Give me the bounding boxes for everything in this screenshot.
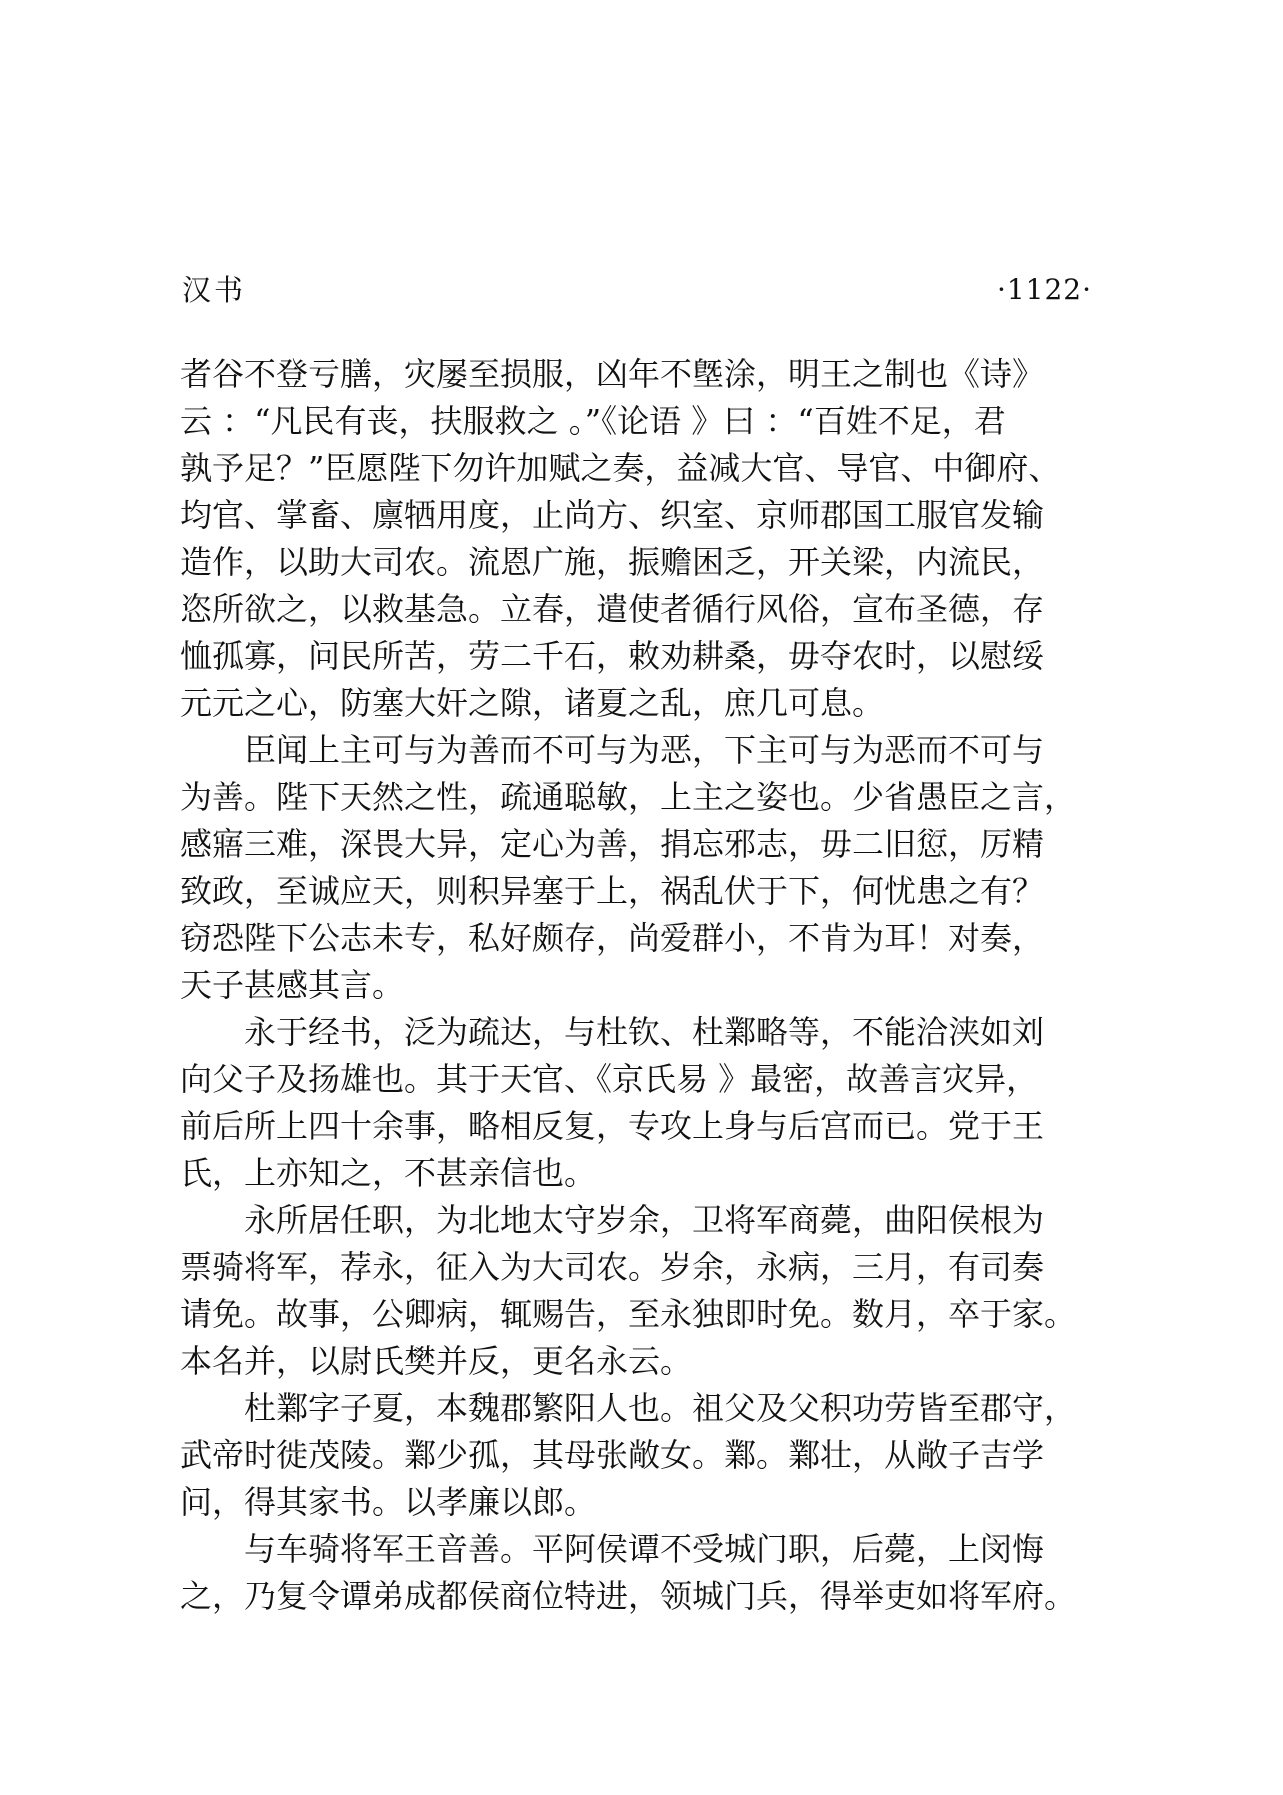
- text-line: 向父子及扬雄也。其于天官、《京氏易 》最密，故善言灾异，: [180, 1060, 1039, 1098]
- text-line: 窃恐陛下公志未专，私好颇存，尚爱群小，不肯为耳！对奏，: [180, 919, 1045, 957]
- text-line: 与车骑将军王音善。平阿侯谭不受城门职，后薨，上闵悔: [244, 1530, 1045, 1568]
- text-line: 元元之心，防塞大奸之隙，诸夏之乱，庶几可息。: [180, 684, 885, 722]
- text-line: 问，得其家书。以孝廉以郎。: [180, 1483, 597, 1521]
- text-line: 感寤三难，深畏大异，定心为善，捐忘邪志，毋二旧愆，厉精: [180, 825, 1045, 863]
- running-header: [182, 268, 1092, 312]
- page-number: ·1122·: [996, 273, 1092, 306]
- text-line: 臣闻上主可与为善而不可与为恶，下主可与为恶而不可与: [244, 731, 1045, 769]
- text-line: 为善。陛下天然之性，疏通聪敏，上主之姿也。少省愚臣之言，: [180, 778, 1077, 816]
- text-line: 致政，至诚应天，则积异塞于上，祸乱伏于下，何忧患之有？: [180, 872, 1045, 910]
- text-line: 云 ：“凡民有丧，扶服救之 。”《论语 》曰 ：“百姓不足，君: [180, 402, 1006, 440]
- text-line: 票骑将军，荐永，征入为大司农。岁余，永病，三月，有司奏: [180, 1248, 1045, 1286]
- text-line: 武帝时徙茂陵。鄴少孤，其母张敞女。鄴。鄴壮，从敞子吉学: [180, 1436, 1045, 1474]
- text-line: 氏，上亦知之，不甚亲信也。: [180, 1154, 597, 1192]
- text-line: 天子甚感其言。: [180, 966, 405, 1004]
- text-line: 恤孤寡，问民所苦，劳二千石，敕劝耕桑，毋夺农时，以慰绥: [180, 637, 1045, 675]
- text-line: 永于经书，泛为疏达，与杜钦、杜鄴略等，不能洽浃如刘: [244, 1013, 1045, 1051]
- text-line: 者谷不登亏膳，灾屡至损服，凶年不墍涂，明王之制也《诗》: [180, 355, 1045, 393]
- body-text: [180, 351, 1096, 1620]
- text-line: 前后所上四十余事，略相反复，专攻上身与后宫而已。党于王: [180, 1107, 1045, 1145]
- text-line: 杜鄴字子夏，本魏郡繁阳人也。祖父及父积功劳皆至郡守，: [244, 1389, 1077, 1427]
- text-line: 永所居任职，为北地太守岁余，卫将军商薨，曲阳侯根为: [244, 1201, 1045, 1239]
- text-line: 造作，以助大司农。流恩广施，振赡困乏，开关梁，内流民，: [180, 543, 1045, 581]
- text-line: 恣所欲之，以救基急。立春，遣使者循行风俗，宣布圣德，存: [180, 590, 1045, 628]
- text-line: 之，乃复令谭弟成都侯商位特进，领城门兵，得举吏如将军府。: [180, 1577, 1077, 1615]
- text-line: 孰予足？”臣愿陛下勿许加赋之奏，益减大官、导官、中御府、: [180, 449, 1061, 487]
- text-line: 本名并，以尉氏樊并反，更名永云。: [180, 1342, 693, 1380]
- book-title: 汉书: [182, 273, 247, 307]
- text-line: 均官、掌畜、廪牺用度，止尚方、织室、京师郡国工服官发输: [180, 496, 1045, 534]
- text-line: 请免。故事，公卿病，辄赐告，至永独即时免。数月，卒于家。: [180, 1295, 1077, 1333]
